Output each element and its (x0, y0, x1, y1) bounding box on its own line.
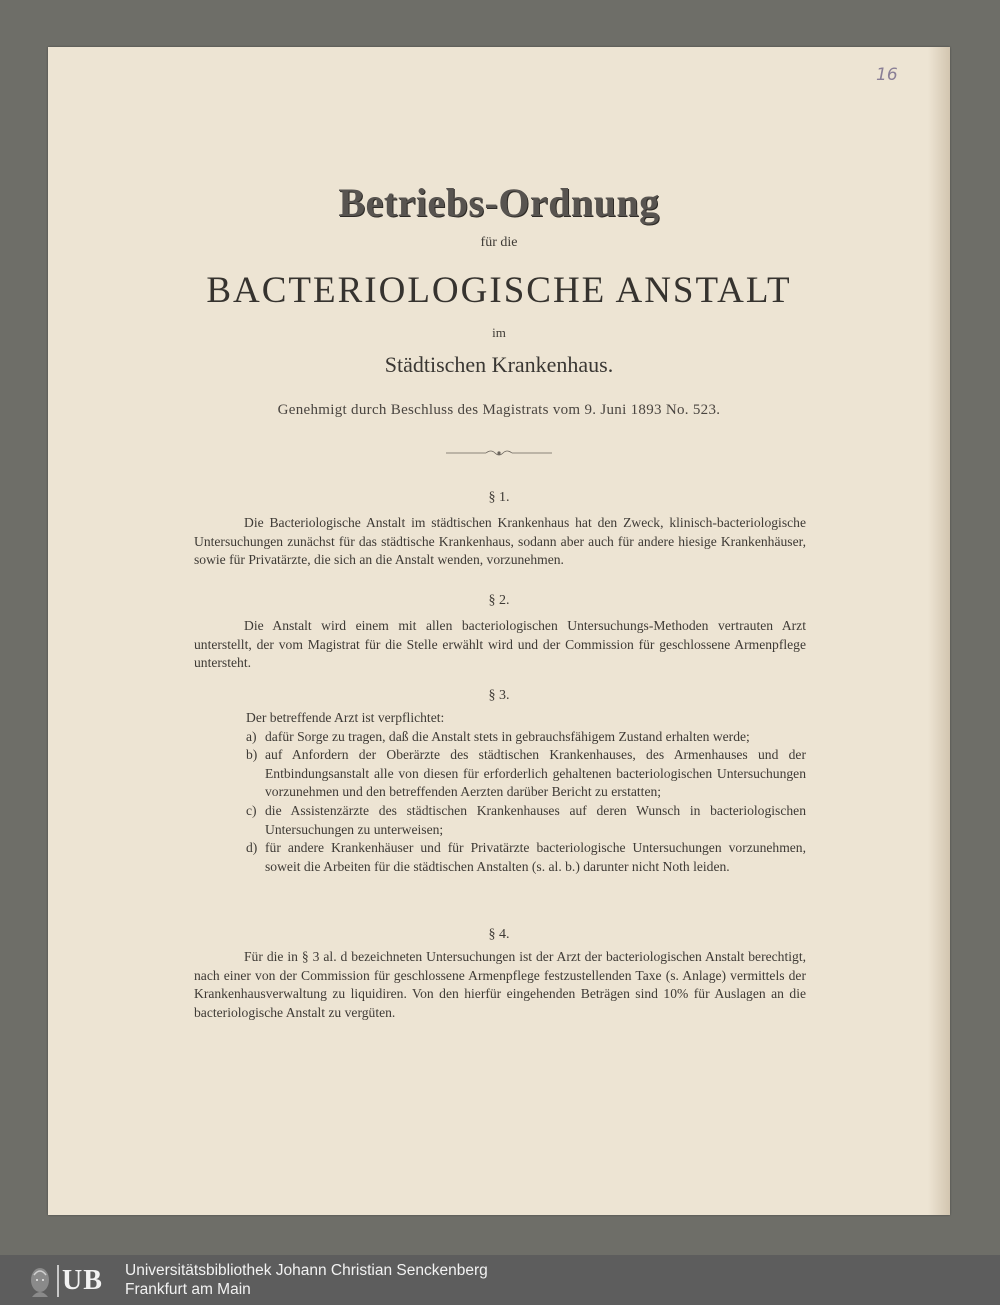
section-1-heading: § 1. (488, 490, 510, 505)
library-footer (0, 1255, 1000, 1305)
list-item-label: d) (246, 840, 258, 856)
section-3-heading: § 3. (488, 688, 510, 703)
section-4-paragraph: Für die in § 3 al. d bezeichneten Untersuchungen ist der Arzt der bacteriologischen Anstalt berechtigt, nach einer von der Commission für geschlossene Armenpflege festzustellenden Taxe (s. Anlage) vermittels der Krankenhausverwaltung zu liquidiren. Von den hierfür eingehenden Beträgen sind 10% für Auslagen an die bacteriologische Anstalt zu vergüten. (194, 949, 806, 1020)
section-1-paragraph: Die Bacteriologische Anstalt im städtischen Krankenhaus hat den Zweck, klinisch-bacteriologische Untersuchungen zunächst für das städtische Krankenhaus, sodann aber auch für andere hiesige Krankenhäuser, sowie für Privatärzte, die sich an die Anstalt wenden, vorzunehmen. (194, 515, 806, 568)
list-item (246, 839, 806, 876)
ornament-divider (446, 447, 552, 459)
document-title: Betriebs-Ordnung (338, 180, 660, 225)
list-item-label: a) (246, 728, 257, 744)
list-item-label: b) (246, 747, 258, 763)
location-prep: im (492, 325, 506, 340)
library-name[interactable] (125, 1261, 488, 1299)
section-4-text (194, 948, 806, 1022)
list-item-text: dafür Sorge zu tragen, daß die Anstalt stets in gebrauchsfähigem Zustand erhalten werde; (265, 728, 750, 744)
library-name-line-1: Universitätsbibliothek Johann Christian Senckenberg (125, 1262, 488, 1279)
archive-number: 16 (876, 65, 898, 85)
section-1-text (194, 514, 806, 570)
list-item (246, 746, 806, 802)
institution-name: BACTERIOLOGISCHE ANSTALT (206, 270, 792, 311)
library-name-line-2: Frankfurt am Main (125, 1281, 251, 1298)
section-2-text (194, 617, 806, 673)
document-page (48, 47, 950, 1215)
list-item-label: c) (246, 802, 257, 818)
section-3-list (246, 709, 806, 876)
ub-logo-text: UB (62, 1265, 103, 1296)
list-item (246, 802, 806, 839)
location-name: Städtischen Krankenhaus. (384, 352, 614, 377)
subtitle-prep: für die (480, 235, 518, 250)
list-item-text: auf Anfordern der Oberärzte des städtischen Krankenhauses, des Armenhauses und der Entbindungsanstalt alle von diesen für erforderlich gehaltenen bacteriologischen Untersuchungen vorzunehmen und den betreffenden Aerzten darüber Bericht zu erstatten; (265, 747, 806, 800)
section-3-intro: Der betreffende Arzt ist verpflichtet: (246, 710, 445, 725)
list-item-text: für andere Krankenhäuser und für Privatärzte bacteriologische Untersuchungen vorzunehmen, soweit die Arbeiten für die städtischen Anstalten (s. al. b.) darunter nicht Noth leiden. (265, 840, 806, 874)
section-4-heading: § 4. (488, 927, 510, 942)
section-2-paragraph: Die Anstalt wird einem mit allen bacteriologischen Untersuchungs-Methoden vertrauten Arzt unterstellt, der vom Magistrat für die Stelle erwählt wird und der Commission für geschlossene Armenpflege untersteht. (194, 618, 806, 671)
list-item (246, 728, 806, 747)
list-item-text: die Assistenzärzte des städtischen Krankenhauses auf deren Wunsch in bacteriologischen Untersuchungen zu unterweisen; (265, 802, 806, 837)
approval-note: Genehmigt durch Beschluss des Magistrats vom 9. Juni 1893 No. 523. (277, 402, 721, 418)
section-2-heading: § 2. (488, 593, 510, 608)
